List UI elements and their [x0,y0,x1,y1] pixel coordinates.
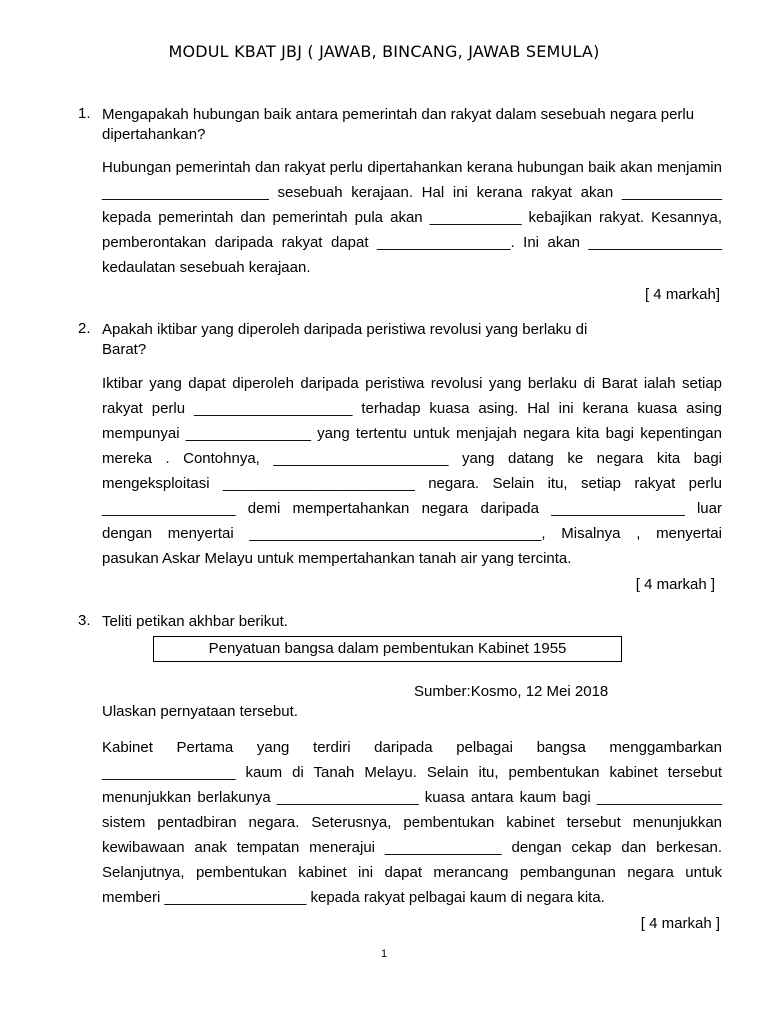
question-text: Apakah iktibar yang diperoleh daripada peristiwa revolusi yang berlaku di Barat? [102,321,588,358]
marks-label: [ 4 markah ] [635,576,715,593]
question-number: 1. [78,105,91,122]
answer-paragraph: Kabinet Pertama yang terdiri daripada pelbagai bangsa menggambarkan ________________ kaum di Tanah Melayu. Selain itu, pembentukan kabinet tersebut menunjukkan berlakunya _________________ kuasa antara kaum bagi _______________ sistem pentadbiran negara. Seterusnya, pembentukan kabinet tersebut menunjukkan kewibawaan anak tempatan menerajui ______________ dengan cekap dan berkesan. Selanjutnya, pembentukan kabinet ini dapat merancang pembangunan negara untuk memberi _________________ kepada rakyat pelbagai kaum di negara kita. [102,739,722,906]
marks-label: [ 4 markah ] [640,915,720,932]
instruction-text: Ulaskan pernyataan tersebut. [102,703,298,720]
question-text: Teliti petikan akhbar berikut. [102,613,288,630]
answer-paragraph: Hubungan pemerintah dan rakyat perlu dipertahankan kerana hubungan baik akan menjamin ____________________ sesebuah kerajaan. Hal ini kerana rakyat akan ____________ kepada pemerintah dan pemerintah pula akan ___________ kebajikan rakyat. Kesannya, pemberontakan daripada rakyat dapat ________________. Ini akan ________________ kedaulatan sesebuah kerajaan. [102,159,722,276]
source-citation: Sumber:Kosmo, 12 Mei 2018 [414,683,609,700]
question-number: 3. [78,612,91,629]
answer-paragraph: Iktibar yang dapat diperoleh daripada peristiwa revolusi yang berlaku di Barat ialah setiap rakyat perlu ___________________ terhadap kuasa asing. Hal ini kerana kuasa asing mempunyai _______________ yang tertentu untuk menjajah negara kita bagi kepentingan mereka . Contohnya, _____________________ yang datang ke negara kita bagi mengeksploitasi _______________________ negara. Selain itu, setiap rakyat perlu ________________ demi mempertahankan negara daripada ________________ luar dengan menyertai ___________________________________, Misalnya , menyertai pasukan Askar Melayu untuk mempertahankan tanah air yang tercinta. [102,375,722,567]
news-excerpt-box: Penyatuan bangsa dalam pembentukan Kabinet 1955 [153,636,622,662]
question-number: 2. [78,320,91,337]
page-number: 1 [380,948,388,960]
marks-label: [ 4 markah] [644,286,720,303]
question-text: Mengapakah hubungan baik antara pemerintah dan rakyat dalam sesebuah negara perlu dipertahankan? [102,106,695,143]
page-title: MODUL KBAT JBJ ( JAWAB, BINCANG, JAWAB SEMULA) [168,42,600,61]
